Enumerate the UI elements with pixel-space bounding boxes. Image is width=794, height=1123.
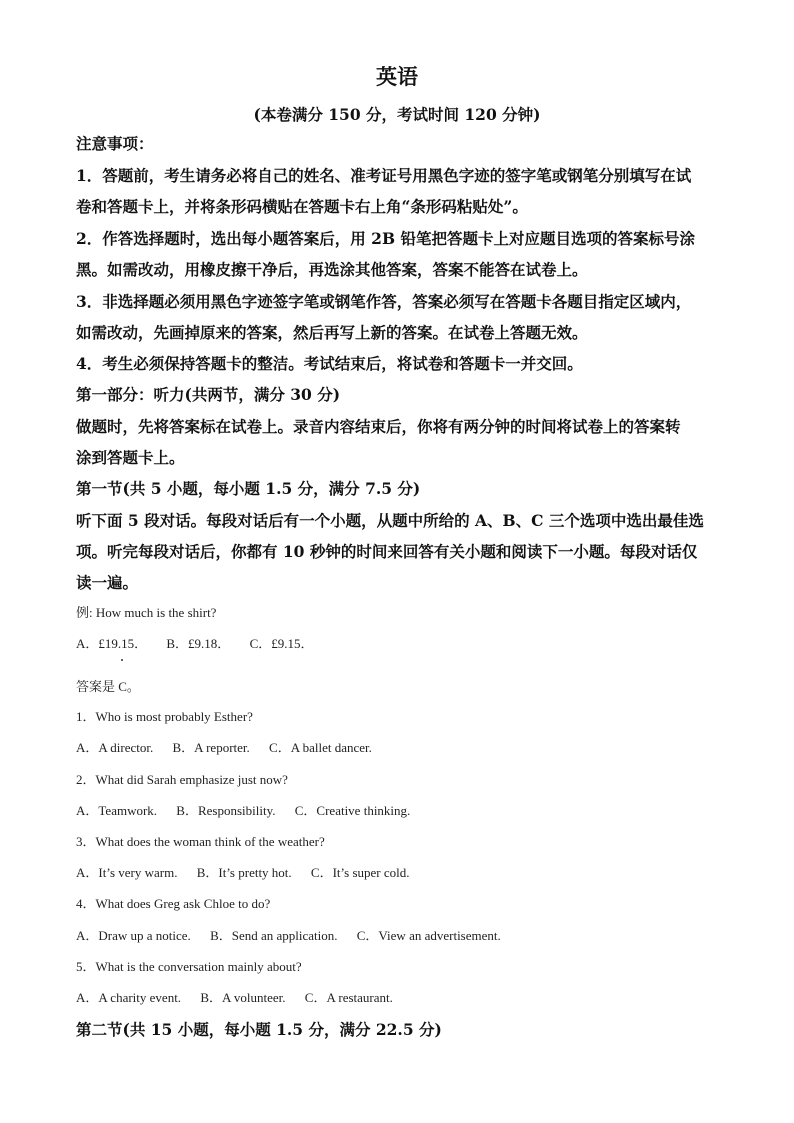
question-2: 2．What did Sarah emphasize just now? xyxy=(76,772,288,787)
section1-heading: 第一节(共 5 小题，每小题 1.5 分，满分 7.5 分) xyxy=(76,479,421,498)
option-c: C．£9.15． xyxy=(249,636,314,651)
option-b: B．A volunteer. xyxy=(200,990,286,1005)
notice-line: 3．非选择题必须用黑色字迹签字笔或钢笔作答，答案必须写在答题卡各题目指定区域内， xyxy=(76,292,692,311)
notice-line: 4．考生必须保持答题卡的整洁。考试结束后，将试卷和答题卡一并交回。 xyxy=(76,354,583,373)
option-c: C．View an advertisement. xyxy=(356,928,501,943)
option-c: C．A ballet dancer. xyxy=(269,740,372,755)
option-b: B．It’s pretty hot. xyxy=(196,865,292,880)
example-options xyxy=(76,634,736,654)
notice-line: 黑。如需改动，用橡皮擦干净后，再选涂其他答案，答案不能答在试卷上。 xyxy=(76,260,588,279)
example-answer: 答案是 C。 xyxy=(76,679,140,694)
option-c: C．It’s super cold. xyxy=(310,865,410,880)
option-a: A．It’s very warm. xyxy=(76,865,178,880)
question-1: 1．Who is most probably Esther? xyxy=(76,709,253,724)
stray-dot xyxy=(121,659,123,661)
option-b: B．Responsibility. xyxy=(176,803,276,818)
option-c: C．Creative thinking. xyxy=(294,803,411,818)
option-a: A．A director. xyxy=(76,740,154,755)
option-b: B．Send an application. xyxy=(210,928,338,943)
page-title: 英语 xyxy=(376,64,418,89)
option-a: A．£19.15． xyxy=(76,636,148,651)
notice-heading: 注意事项： xyxy=(76,134,154,153)
section1-instruction: 项。听完每段对话后，你都有 10 秒钟的时间来回答有关小题和阅读下一小题。每段对话仅 xyxy=(76,542,698,561)
question-2-options xyxy=(76,801,736,821)
option-a: A．A charity event. xyxy=(76,990,182,1005)
section2-heading: 第二节(共 15 小题，每小题 1.5 分，满分 22.5 分) xyxy=(76,1020,442,1039)
question-4-options xyxy=(76,926,736,946)
option-c: C．A restaurant. xyxy=(304,990,393,1005)
question-3: 3．What does the woman think of the weather? xyxy=(76,834,325,849)
option-a: A．Draw up a notice. xyxy=(76,928,191,943)
question-5-options xyxy=(76,988,736,1008)
question-1-options xyxy=(76,738,736,758)
notice-line: 卷和答题卡上，并将条形码横贴在答题卡右上角“条形码粘贴处”。 xyxy=(76,197,528,216)
notice-line: 如需改动，先画掉原来的答案，然后再写上新的答案。在试卷上答题无效。 xyxy=(76,323,588,342)
question-4: 4．What does Greg ask Chloe to do? xyxy=(76,896,271,911)
section1-instruction: 听下面 5 段对话。每段对话后有一个小题，从题中所给的 A、B、C 三个选项中选出最佳选 xyxy=(76,511,704,530)
question-5: 5．What is the conversation mainly about? xyxy=(76,959,302,974)
exam-info: (本卷满分 150 分，考试时间 120 分钟) xyxy=(253,105,541,124)
question-3-options xyxy=(76,863,736,883)
section1-instruction: 读一遍。 xyxy=(76,573,139,592)
part1-instruction: 做题时，先将答案标在试卷上。录音内容结束后，你将有两分钟的时间将试卷上的答案转 xyxy=(76,417,681,436)
part1-heading: 第一部分：听力(共两节，满分 30 分) xyxy=(76,385,341,404)
notice-line: 1．答题前，考生请务必将自己的姓名、准考证号用黑色字迹的签字笔或钢笔分别填写在试 xyxy=(76,166,692,185)
part1-instruction: 涂到答题卡上。 xyxy=(76,448,185,467)
example-question: 例: How much is the shirt? xyxy=(76,605,217,620)
notice-line: 2．作答选择题时，选出每小题答案后，用 2B 铅笔把答题卡上对应题目选项的答案标号涂 xyxy=(76,229,695,248)
option-a: A．Teamwork. xyxy=(76,803,158,818)
option-b: B．A reporter. xyxy=(172,740,250,755)
option-b: B．£9.18． xyxy=(166,636,231,651)
